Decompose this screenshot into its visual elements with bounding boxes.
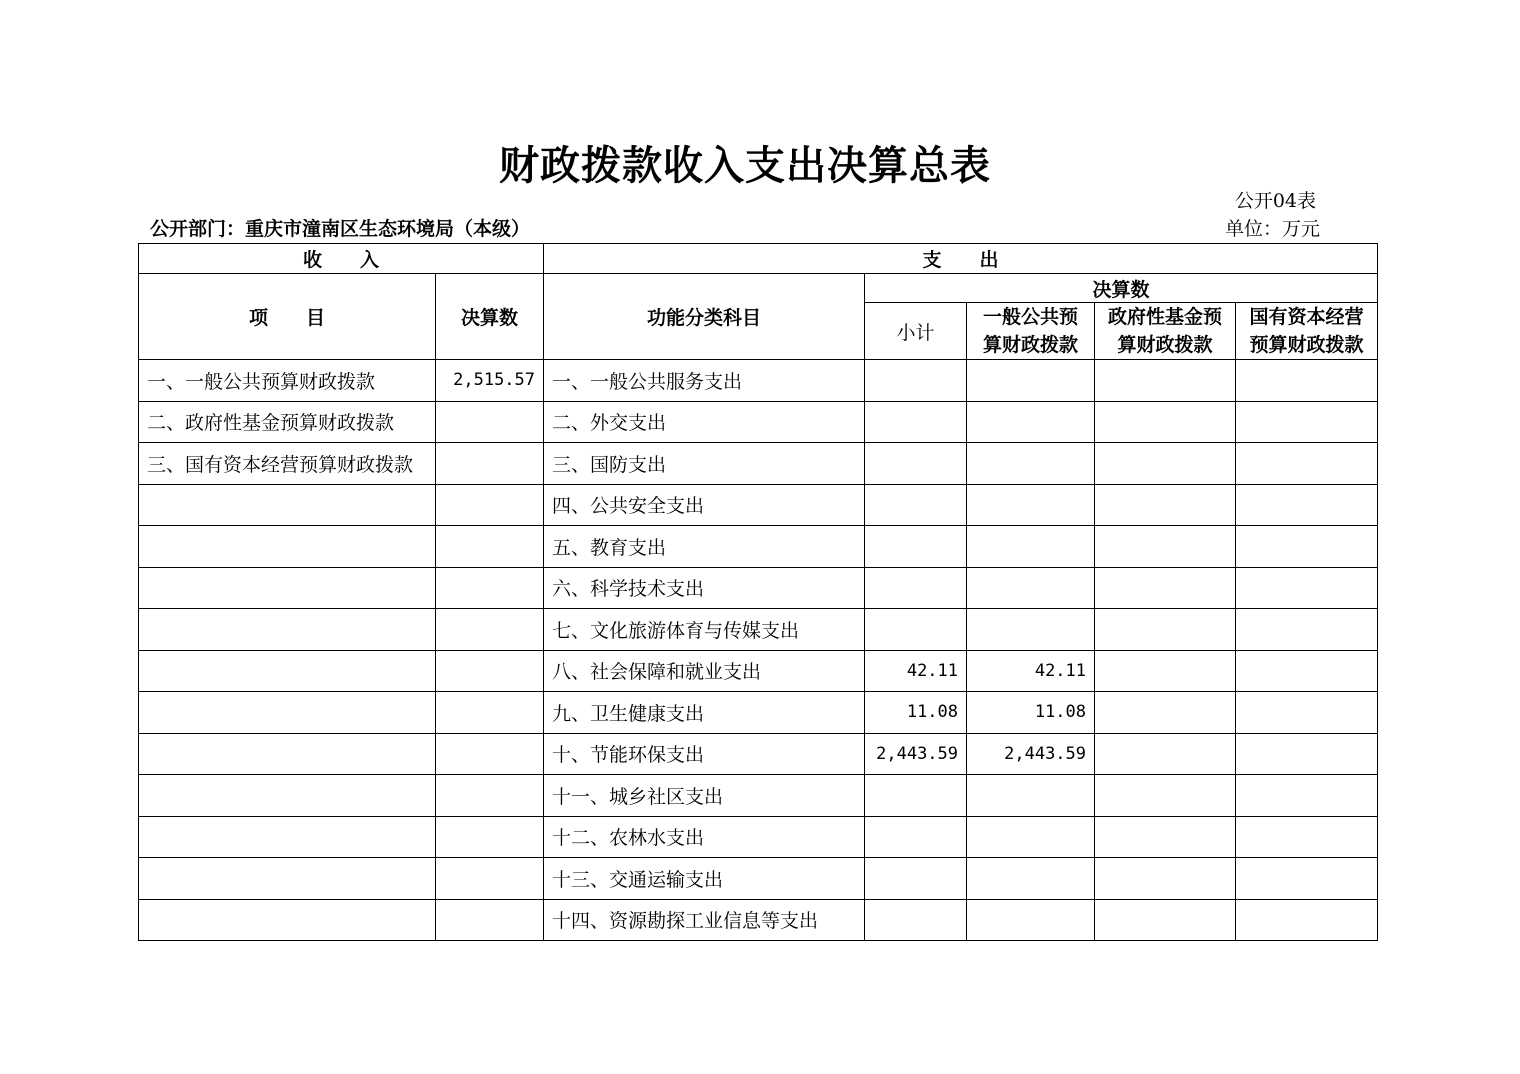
gov-fund-cell [1095, 692, 1236, 734]
table-row [139, 401, 1378, 443]
general-budget-cell [967, 816, 1095, 858]
subtotal-cell: 42.11 [865, 650, 967, 692]
expense-section-header: 支 出 [544, 244, 1378, 274]
income-item-cell [139, 858, 436, 900]
gov-fund-cell [1095, 526, 1236, 568]
state-capital-cell [1236, 567, 1378, 609]
general-budget-cell [967, 443, 1095, 485]
table-row [139, 567, 1378, 609]
subtotal-cell [865, 609, 967, 651]
form-number: 公开04表 [1234, 190, 1316, 212]
state-capital-cell [1236, 401, 1378, 443]
state-capital-cell [1236, 733, 1378, 775]
general-budget-cell [967, 360, 1095, 402]
income-amount-cell [436, 401, 544, 443]
expense-item-cell: 二、外交支出 [544, 401, 865, 443]
subtotal-cell [865, 443, 967, 485]
func-category-header: 功能分类科目 [544, 274, 865, 360]
income-amount-cell [436, 816, 544, 858]
income-item-cell: 二、政府性基金预算财政拨款 [139, 401, 436, 443]
subtotal-cell [865, 526, 967, 568]
general-budget-cell [967, 775, 1095, 817]
state-capital-header: 国有资本经营预算财政拨款 [1236, 303, 1378, 360]
gov-fund-cell [1095, 816, 1236, 858]
state-capital-cell [1236, 858, 1378, 900]
subtotal-cell [865, 360, 967, 402]
income-amount-cell [436, 443, 544, 485]
table-row [139, 526, 1378, 568]
expense-item-cell: 六、科学技术支出 [544, 567, 865, 609]
gov-fund-header: 政府性基金预算财政拨款 [1095, 303, 1236, 360]
gov-fund-cell [1095, 899, 1236, 941]
department-label: 公开部门：重庆市潼南区生态环境局（本级） [150, 218, 531, 240]
subtotal-cell [865, 484, 967, 526]
income-amount-cell: 2,515.57 [436, 360, 544, 402]
state-capital-cell [1236, 899, 1378, 941]
general-budget-cell: 11.08 [967, 692, 1095, 734]
subtotal-header: 小计 [865, 303, 967, 360]
income-amount-header: 决算数 [436, 274, 544, 360]
income-amount-cell [436, 650, 544, 692]
income-item-cell [139, 733, 436, 775]
header-row-columns [139, 274, 1378, 303]
table-row [139, 775, 1378, 817]
gov-fund-cell [1095, 360, 1236, 402]
income-amount-cell [436, 526, 544, 568]
gov-fund-cell [1095, 401, 1236, 443]
expense-item-cell: 七、文化旅游体育与传媒支出 [544, 609, 865, 651]
income-item-cell [139, 775, 436, 817]
income-amount-cell [436, 692, 544, 734]
table-row [139, 650, 1378, 692]
state-capital-cell [1236, 484, 1378, 526]
expense-item-cell: 十二、农林水支出 [544, 816, 865, 858]
gov-fund-cell [1095, 609, 1236, 651]
income-amount-cell [436, 484, 544, 526]
subtotal-cell [865, 899, 967, 941]
gov-fund-cell [1095, 775, 1236, 817]
expense-item-cell: 三、国防支出 [544, 443, 865, 485]
income-amount-cell [436, 609, 544, 651]
expense-item-cell: 十、节能环保支出 [544, 733, 865, 775]
expense-item-cell: 五、教育支出 [544, 526, 865, 568]
budget-table [138, 243, 1378, 941]
subtotal-cell [865, 816, 967, 858]
expense-item-cell: 四、公共安全支出 [544, 484, 865, 526]
table-row [139, 360, 1378, 402]
header-row-sections [139, 244, 1378, 274]
expense-item-cell: 十一、城乡社区支出 [544, 775, 865, 817]
gov-fund-cell [1095, 650, 1236, 692]
expense-item-cell: 一、一般公共服务支出 [544, 360, 865, 402]
expense-item-cell: 十四、资源勘探工业信息等支出 [544, 899, 865, 941]
gov-fund-cell [1095, 567, 1236, 609]
subtotal-cell [865, 401, 967, 443]
expense-item-cell: 九、卫生健康支出 [544, 692, 865, 734]
table-row [139, 858, 1378, 900]
table-row [139, 899, 1378, 941]
income-section-header: 收 入 [139, 244, 544, 274]
income-amount-cell [436, 899, 544, 941]
state-capital-cell [1236, 692, 1378, 734]
income-amount-cell [436, 733, 544, 775]
general-budget-cell [967, 899, 1095, 941]
gov-fund-cell [1095, 733, 1236, 775]
income-item-cell [139, 816, 436, 858]
income-amount-cell [436, 775, 544, 817]
income-item-cell [139, 692, 436, 734]
income-amount-cell [436, 858, 544, 900]
expense-item-cell: 十三、交通运输支出 [544, 858, 865, 900]
income-item-cell [139, 484, 436, 526]
income-item-cell [139, 526, 436, 568]
table-row [139, 443, 1378, 485]
state-capital-cell [1236, 443, 1378, 485]
general-budget-cell: 2,443.59 [967, 733, 1095, 775]
income-amount-cell [436, 567, 544, 609]
unit-label: 单位：万元 [1224, 218, 1320, 240]
subtotal-cell: 11.08 [865, 692, 967, 734]
expense-amount-header: 决算数 [865, 274, 1378, 303]
state-capital-cell [1236, 650, 1378, 692]
table-row [139, 484, 1378, 526]
general-budget-cell [967, 401, 1095, 443]
page-title: 财政拨款收入支出决算总表 [499, 142, 991, 189]
gov-fund-cell [1095, 484, 1236, 526]
item-header: 项 目 [139, 274, 436, 360]
income-item-cell [139, 650, 436, 692]
gov-fund-cell [1095, 858, 1236, 900]
state-capital-cell [1236, 360, 1378, 402]
income-item-cell [139, 609, 436, 651]
table-row [139, 692, 1378, 734]
general-budget-cell [967, 858, 1095, 900]
table-row [139, 609, 1378, 651]
state-capital-cell [1236, 775, 1378, 817]
income-item-cell [139, 567, 436, 609]
income-item-cell [139, 899, 436, 941]
general-budget-cell [967, 609, 1095, 651]
subtotal-cell [865, 567, 967, 609]
general-budget-cell [967, 484, 1095, 526]
general-budget-cell: 42.11 [967, 650, 1095, 692]
subtotal-cell [865, 858, 967, 900]
general-budget-cell [967, 567, 1095, 609]
subtotal-cell [865, 775, 967, 817]
table-row [139, 733, 1378, 775]
gov-fund-cell [1095, 443, 1236, 485]
expense-item-cell: 八、社会保障和就业支出 [544, 650, 865, 692]
general-budget-header: 一般公共预算财政拨款 [967, 303, 1095, 360]
subtotal-cell: 2,443.59 [865, 733, 967, 775]
state-capital-cell [1236, 526, 1378, 568]
state-capital-cell [1236, 609, 1378, 651]
income-item-cell: 三、国有资本经营预算财政拨款 [139, 443, 436, 485]
table-row [139, 816, 1378, 858]
income-item-cell: 一、一般公共预算财政拨款 [139, 360, 436, 402]
general-budget-cell [967, 526, 1095, 568]
state-capital-cell [1236, 816, 1378, 858]
